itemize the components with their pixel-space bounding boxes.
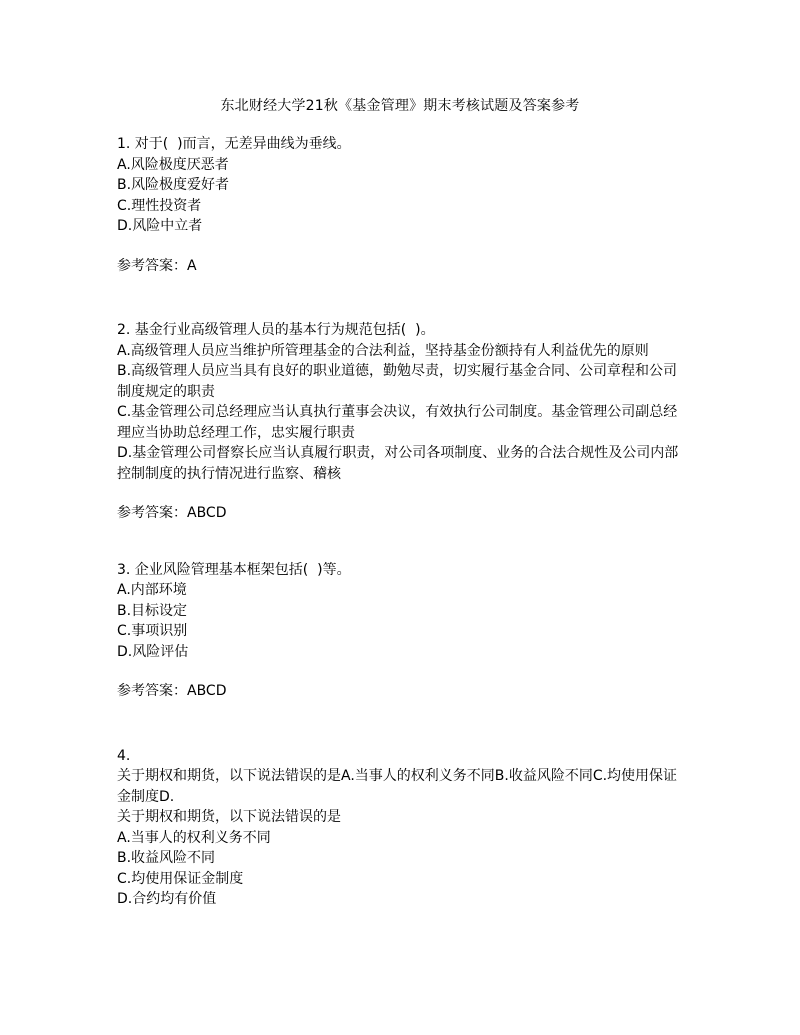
option-b: B.高级管理人员应当具有良好的职业道德，勤勉尽责，切实履行基金合同、公司章程和公司制度规定的职责 xyxy=(117,363,678,400)
option-c: C.均使用保证金制度 xyxy=(117,870,244,887)
option-a: A.当事人的权利义务不同 xyxy=(117,829,271,846)
option-a: A.内部环境 xyxy=(117,582,187,598)
option-d: D.风险评估 xyxy=(117,643,189,660)
question-stem: 1. 对于( )而言，无差异曲线为垂线。 xyxy=(117,136,351,152)
option-a: A.高级管理人员应当维护所管理基金的合法利益，坚持基金份额持有人利益优先的原则 xyxy=(117,342,649,359)
reference-answer: 参考答案：ABCD xyxy=(117,683,227,699)
question-stem-full: 关于期权和期货，以下说法错误的是A.当事人的权利义务不同B.收益风险不同C.均使用保证金制度D. xyxy=(117,768,678,805)
option-d: D.合约均有价值 xyxy=(117,891,217,907)
option-b: B.收益风险不同 xyxy=(117,850,216,866)
question-2 xyxy=(117,320,687,524)
option-a: A.风险极度厌恶者 xyxy=(117,156,229,173)
option-b: B.目标设定 xyxy=(117,602,188,619)
option-c: C.事项识别 xyxy=(117,623,188,639)
reference-answer: 参考答案：A xyxy=(117,257,197,274)
question-1 xyxy=(117,134,687,276)
reference-answer: 参考答案：ABCD xyxy=(117,505,227,521)
document-body xyxy=(117,134,687,910)
option-c: C.基金管理公司总经理应当认真执行董事会决议，有效执行公司制度。基金管理公司副总经理应当协助总经理工作，忠实履行职责 xyxy=(117,404,678,441)
document-title: 东北财经大学21秋《基金管理》期末考核试题及答案参考 xyxy=(220,98,580,114)
question-3 xyxy=(117,560,687,702)
option-d: D.基金管理公司督察长应当认真履行职责，对公司各项制度、业务的合法合规性及公司内部控制制度的执行情况进行监察、稽核 xyxy=(117,445,679,482)
question-4 xyxy=(117,746,687,910)
option-d: D.风险中立者 xyxy=(117,218,203,234)
question-stem: 3. 企业风险管理基本框架包括( )等。 xyxy=(117,561,351,578)
option-c: C.理性投资者 xyxy=(117,197,202,214)
question-number: 4. xyxy=(117,747,131,764)
option-b: B.风险极度爱好者 xyxy=(117,177,230,193)
question-stem: 2. 基金行业高级管理人员的基本行为规范包括( )。 xyxy=(117,322,435,338)
question-stem: 关于期权和期货，以下说法错误的是 xyxy=(117,809,341,825)
